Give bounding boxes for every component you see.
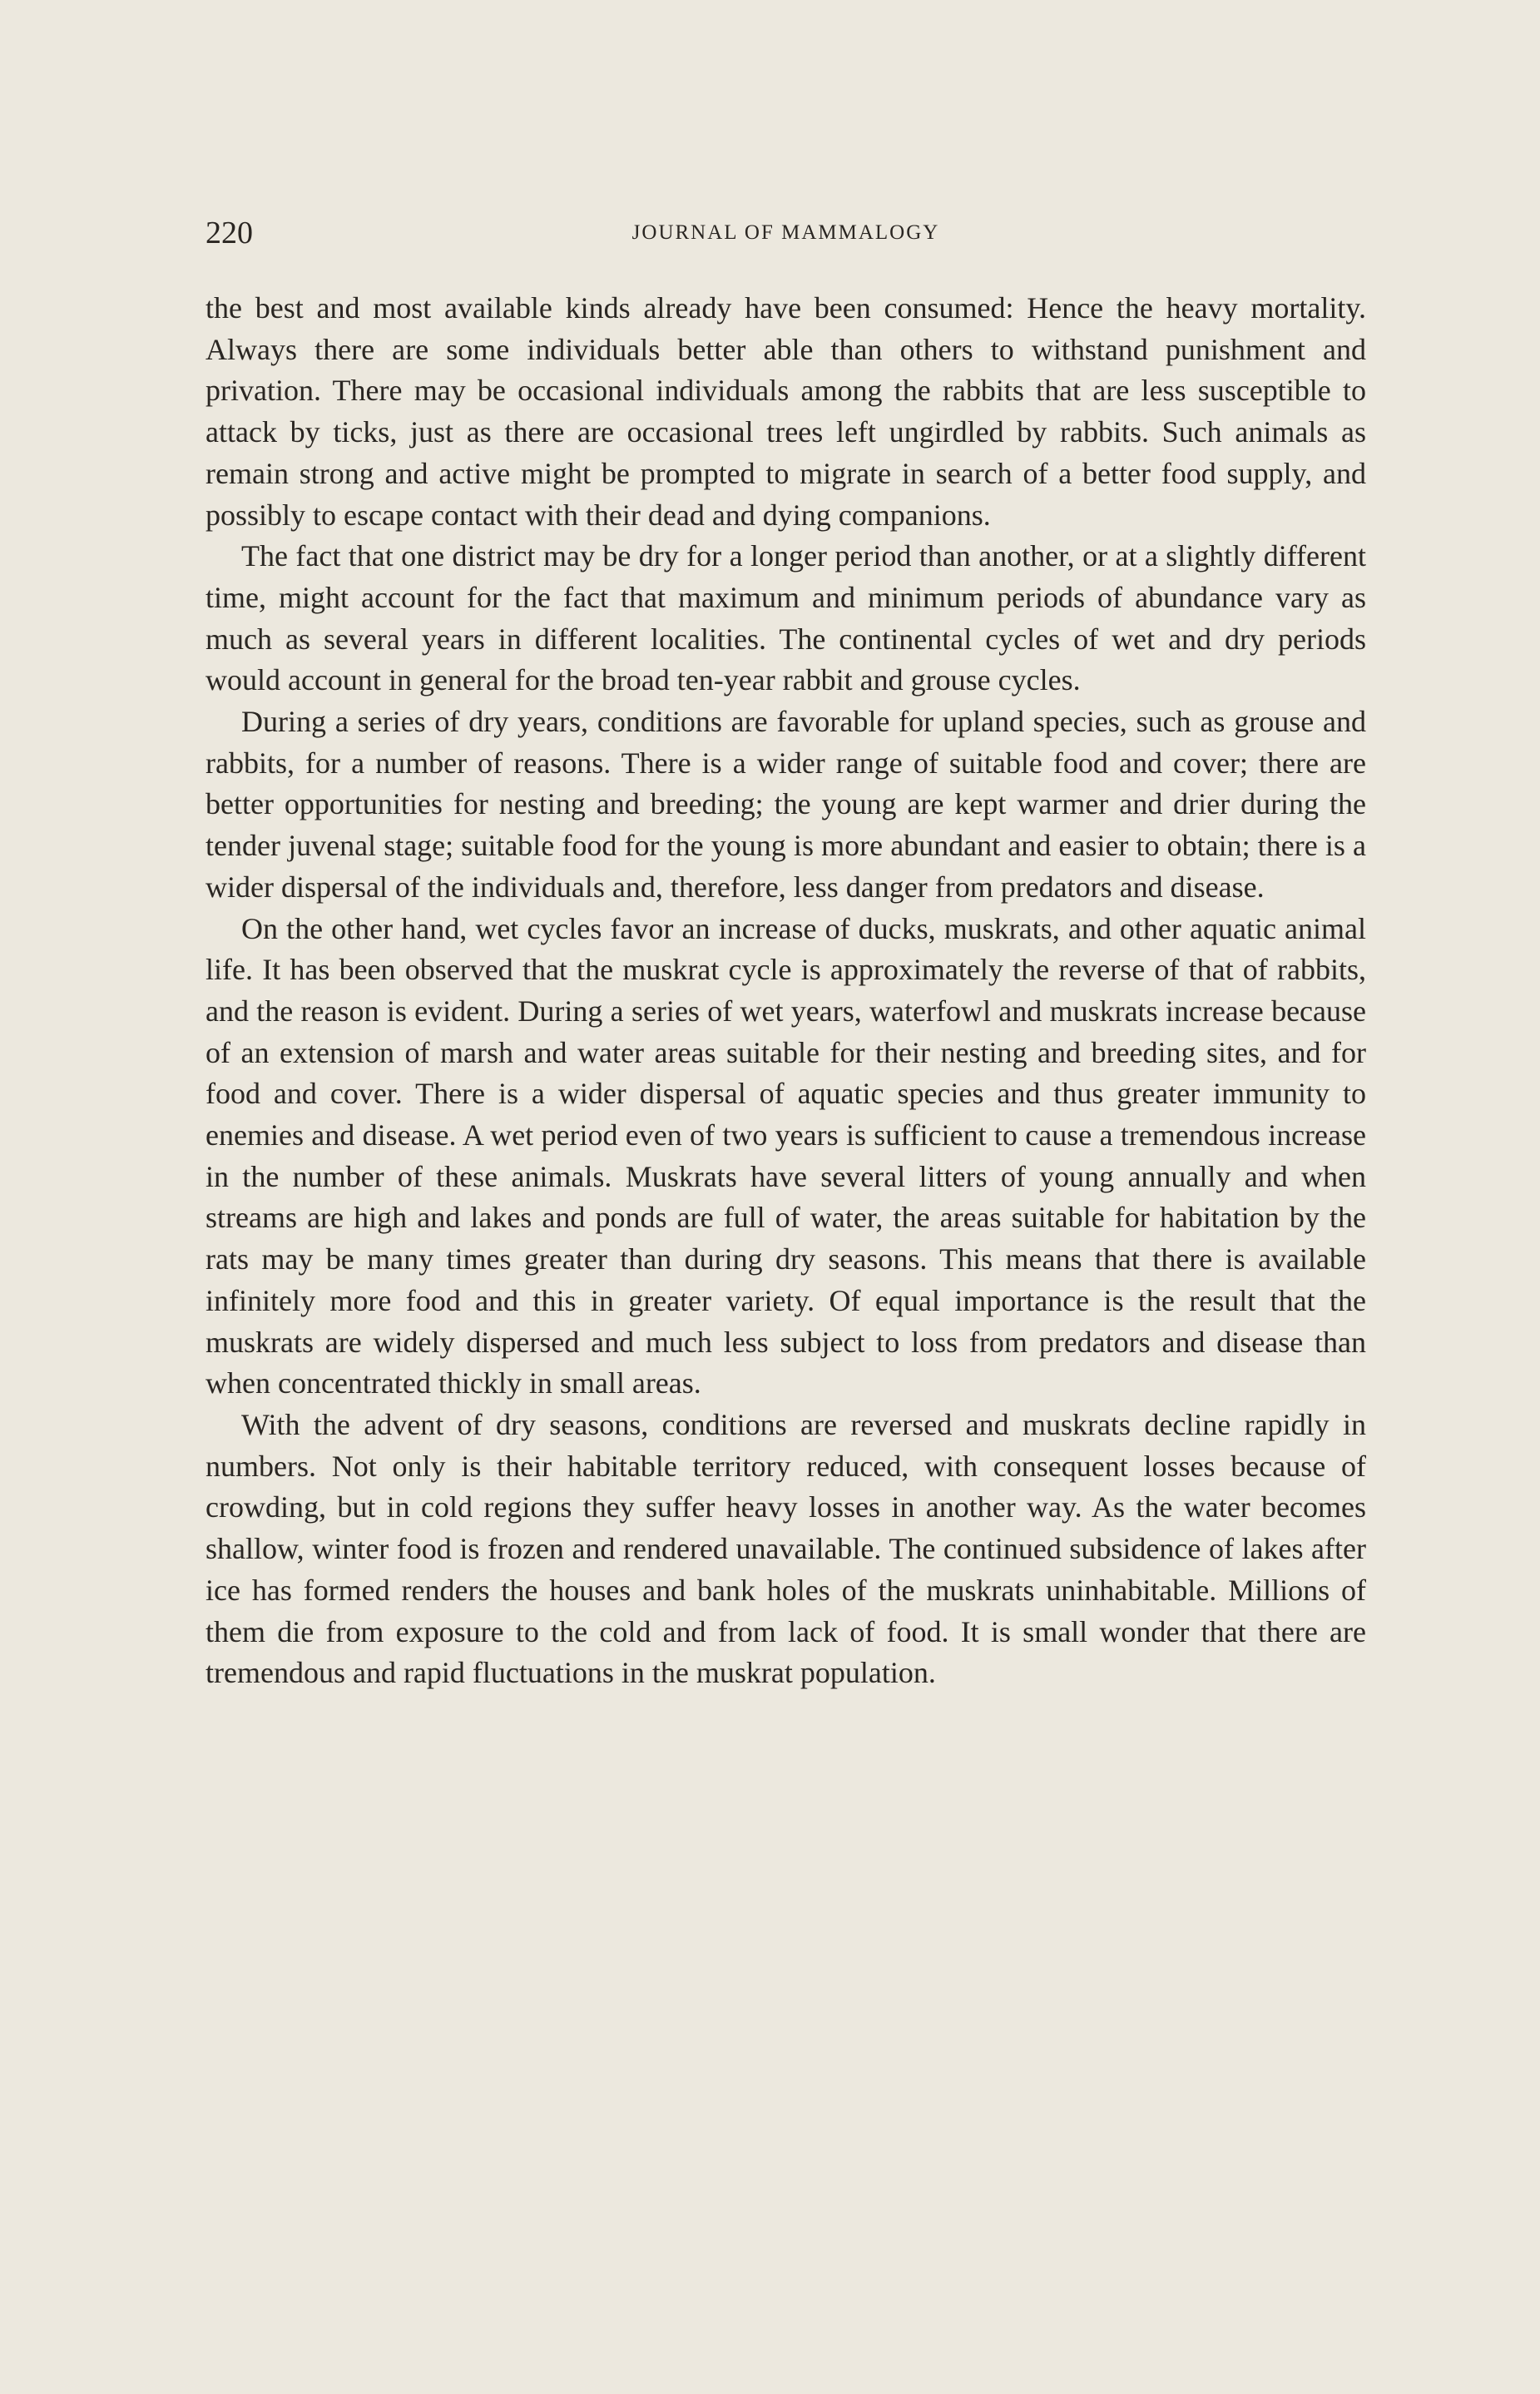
journal-title: JOURNAL OF MAMMALOGY <box>631 221 940 244</box>
article-body <box>205 288 1366 1694</box>
paragraph: During a series of dry years, conditions are favorable for upland species, such as grouse and rabbits, for a number of reasons. There is a wider range of suitable food and cover; there are better opportunities for nesting and breeding; the young are kept warmer and drier during the tender juvenal stage; suitable food for the young is more abundant and easier to obtain; there is a wider dispersal of the individuals and, therefore, less danger from predators and disease. <box>205 705 1366 904</box>
paragraph: On the other hand, wet cycles favor an increase of ducks, muskrats, and other aquatic animal life. It has been observed that the muskrat cycle is approximately the reverse of that of rabbits, and the reason is evident. During a series of wet years, waterfowl and muskrats increase because of an extension of marsh and water areas suitable for their nesting and breeding sites, and for food and cover. There is a wider dispersal of aquatic species and thus greater immunity to enemies and disease. A wet period even of two years is sufficient to cause a tremendous increase in the number of these animals. Muskrats have several litters of young annually and when streams are high and lakes and ponds are full of water, the areas suitable for habitation by the rats may be many times greater than during dry seasons. This means that there is available infinitely more food and this in greater variety. Of equal importance is the result that the muskrats are widely dispersed and much less subject to loss from predators and disease than when concentrated thickly in small areas. <box>205 911 1366 1400</box>
page-number: 220 <box>205 216 253 250</box>
paragraph-continued: the best and most available kinds already have been consumed: Hence the heavy mortality. Always there are some individuals better able than others to withstand punishment and privation. There may be occasional individuals among the rabbits that are less susceptible to attack by ticks, just as there are occasional trees left ungirdled by rabbits. Such animals as remain strong and active might be prompted to migrate in search of a better food supply, and possibly to escape contact with their dead and dying companions. <box>205 291 1366 532</box>
paragraph: With the advent of dry seasons, conditions are reversed and muskrats decline rapidly in numbers. Not only is their habitable territory reduced, with consequent losses because of crowding, but in cold regions they suffer heavy losses in another way. As the water becomes shallow, winter food is frozen and rendered unavailable. The continued subsidence of lakes after ice has formed renders the houses and bank holes of the muskrats uninhabitable. Millions of them die from exposure to the cold and from lack of food. It is small wonder that there are tremendous and rapid fluctuations in the muskrat population. <box>205 1407 1366 1690</box>
running-head <box>205 208 1366 258</box>
paragraph: The fact that one district may be dry for a longer period than another, or at a slightly different time, might account for the fact that maximum and minimum periods of abundance vary as much as several years in different localities. The continental cycles of wet and dry periods would account in general for the broad ten-year rabbit and grouse cycles. <box>205 539 1366 697</box>
